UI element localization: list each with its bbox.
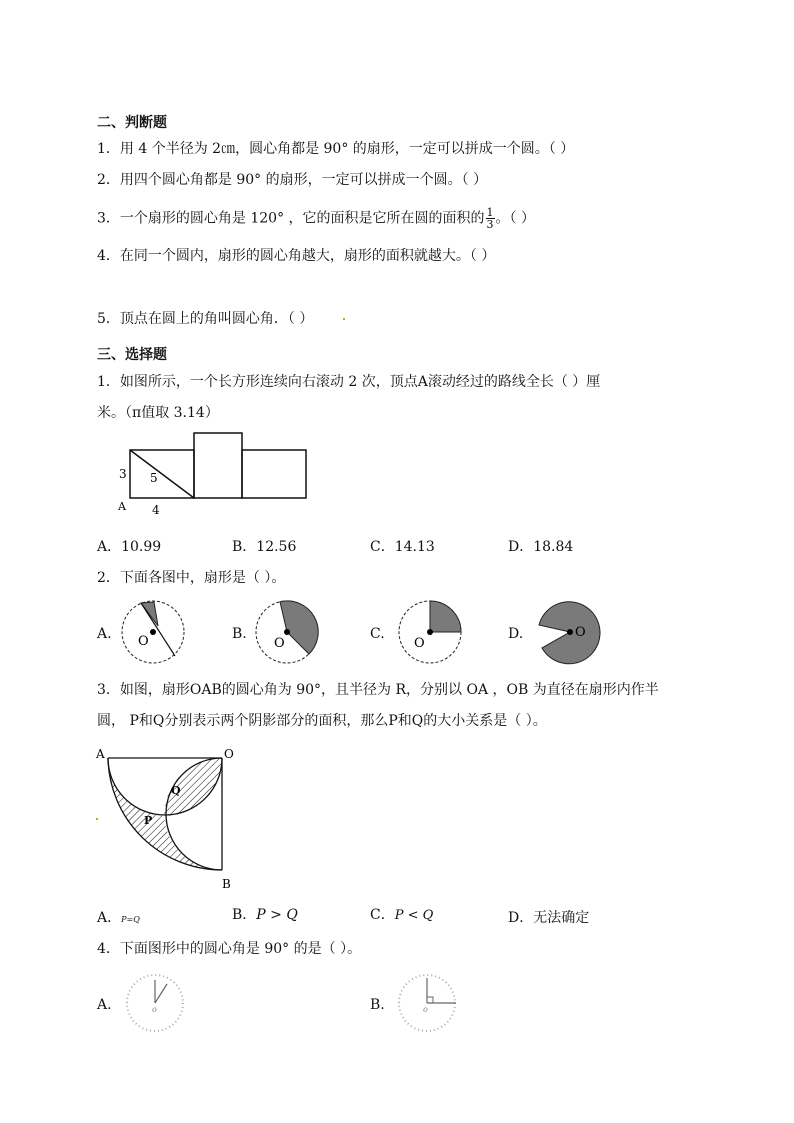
center-label: O — [414, 636, 425, 651]
q1-option-d[interactable]: D．18.84 — [508, 539, 574, 555]
q4-figure-b[interactable] — [396, 972, 460, 1036]
rectangle-rolled-once — [194, 433, 242, 498]
rectangle-rolled-twice — [242, 450, 306, 498]
q3-option-c-math: P < Q — [394, 908, 434, 923]
q3-option-d[interactable]: D．无法确定 — [508, 910, 590, 926]
choice-question-2: 2．下面各图中，扇形是（ ）。 — [97, 570, 286, 586]
judge-question-1: 1．用 4 个半径为 2㎝，圆心角都是 90° 的扇形，一定可以拼成一个圆。（ ） — [97, 141, 575, 157]
label-q: Q — [171, 784, 181, 797]
q3-option-c-label: C． — [370, 907, 395, 923]
label-o: O — [224, 747, 234, 761]
section2-heading: 二、判断题 — [97, 115, 167, 131]
fraction-denominator: 3 — [486, 218, 494, 231]
q3-option-b[interactable] — [232, 906, 298, 924]
q2-figure-a[interactable] — [119, 598, 189, 668]
label-a: A — [96, 747, 105, 761]
q3-option-b-label: B． — [232, 907, 257, 923]
q4-option-a-label[interactable]: A. — [97, 997, 112, 1013]
judge-question-2: 2．用四个圆心角都是 90° 的扇形，一定可以拼成一个圆。（ ） — [97, 172, 488, 188]
center-dot — [150, 629, 156, 635]
center-label: O — [575, 625, 586, 640]
center-dot — [427, 629, 433, 635]
judge-question-3 — [97, 207, 535, 230]
q2-option-a-label[interactable]: A. — [97, 626, 112, 642]
center-label: O — [138, 634, 149, 649]
q2-figure-b[interactable] — [255, 598, 325, 668]
stray-dot — [343, 318, 345, 320]
shaded-sector — [280, 601, 318, 654]
judge-question-3-text: 3．一个扇形的圆心角是 120° ，它的面积是它所在圆的面积的 — [97, 210, 485, 227]
label-vertex-a: A — [118, 500, 126, 513]
choice-question-3-line2: 圆， P和Q分别表示两个阴影部分的面积，那么P和Q的大小关系是（ ）。 — [97, 713, 547, 729]
q3-option-a-math: P=Q — [121, 915, 140, 924]
q2-figure-d[interactable] — [534, 598, 604, 668]
stray-dot — [96, 818, 98, 820]
label-b: B — [222, 877, 231, 891]
label-side-3: 3 — [119, 467, 127, 481]
rectangle-diagonal — [130, 450, 194, 498]
shaded-region — [141, 602, 158, 626]
center-label: o — [152, 1005, 157, 1014]
q2-option-c-label[interactable]: C. — [370, 626, 385, 642]
quarter-sector-figure — [92, 744, 242, 894]
section3-heading: 三、选择题 — [97, 347, 167, 363]
q2-option-b-label[interactable]: B. — [232, 626, 247, 642]
center-label: o — [423, 1005, 428, 1014]
label-p: P — [144, 814, 153, 827]
rolling-rectangle-figure — [112, 430, 312, 520]
choice-question-3-line1: 3．如图，扇形OAB的圆心角为 90°，且半径为 R，分别以 OA ，OB 为直径在扇形内作半 — [97, 682, 659, 698]
q2-figure-c[interactable] — [396, 598, 466, 668]
judge-question-3-paren: 。（ ） — [495, 210, 535, 227]
radius-oblique — [155, 984, 167, 1003]
center-dot — [284, 629, 290, 635]
fraction-numerator: 1 — [486, 206, 494, 219]
center-dot — [567, 629, 573, 635]
shaded-quarter-sector — [430, 601, 461, 632]
q1-option-c[interactable]: C．14.13 — [370, 539, 435, 555]
choice-question-4: 4．下面图形中的圆心角是 90° 的是（ ）。 — [97, 941, 362, 957]
q1-option-a[interactable]: A．10.99 — [97, 539, 162, 555]
judge-question-4: 4．在同一个圆内，扇形的圆心角越大，扇形的面积就越大。（ ） — [97, 248, 496, 264]
q3-option-a-label: A． — [97, 910, 122, 926]
choice-question-1-line2: 米。（π值取 3.14） — [97, 405, 219, 421]
q3-option-c[interactable] — [370, 906, 433, 925]
center-label: O — [274, 636, 285, 651]
judge-question-5: 5．顶点在圆上的角叫圆心角．（ ） — [97, 311, 314, 327]
q4-figure-a[interactable] — [124, 972, 188, 1036]
label-diagonal-5: 5 — [150, 471, 158, 485]
right-angle-mark — [427, 997, 433, 1003]
fraction-one-third — [486, 207, 495, 230]
label-side-4: 4 — [152, 503, 160, 517]
q4-option-b-label[interactable]: B. — [370, 997, 385, 1013]
q2-option-d-label[interactable]: D. — [508, 626, 524, 642]
q1-option-b[interactable]: B．12.56 — [232, 539, 297, 555]
choice-question-1-line1: 1．如图所示，一个长方形连续向右滚动 2 次，顶点A滚动经过的路线全长（ ）厘 — [97, 374, 601, 390]
q3-option-a[interactable] — [97, 909, 140, 929]
q3-option-b-math: P > Q — [256, 907, 298, 923]
